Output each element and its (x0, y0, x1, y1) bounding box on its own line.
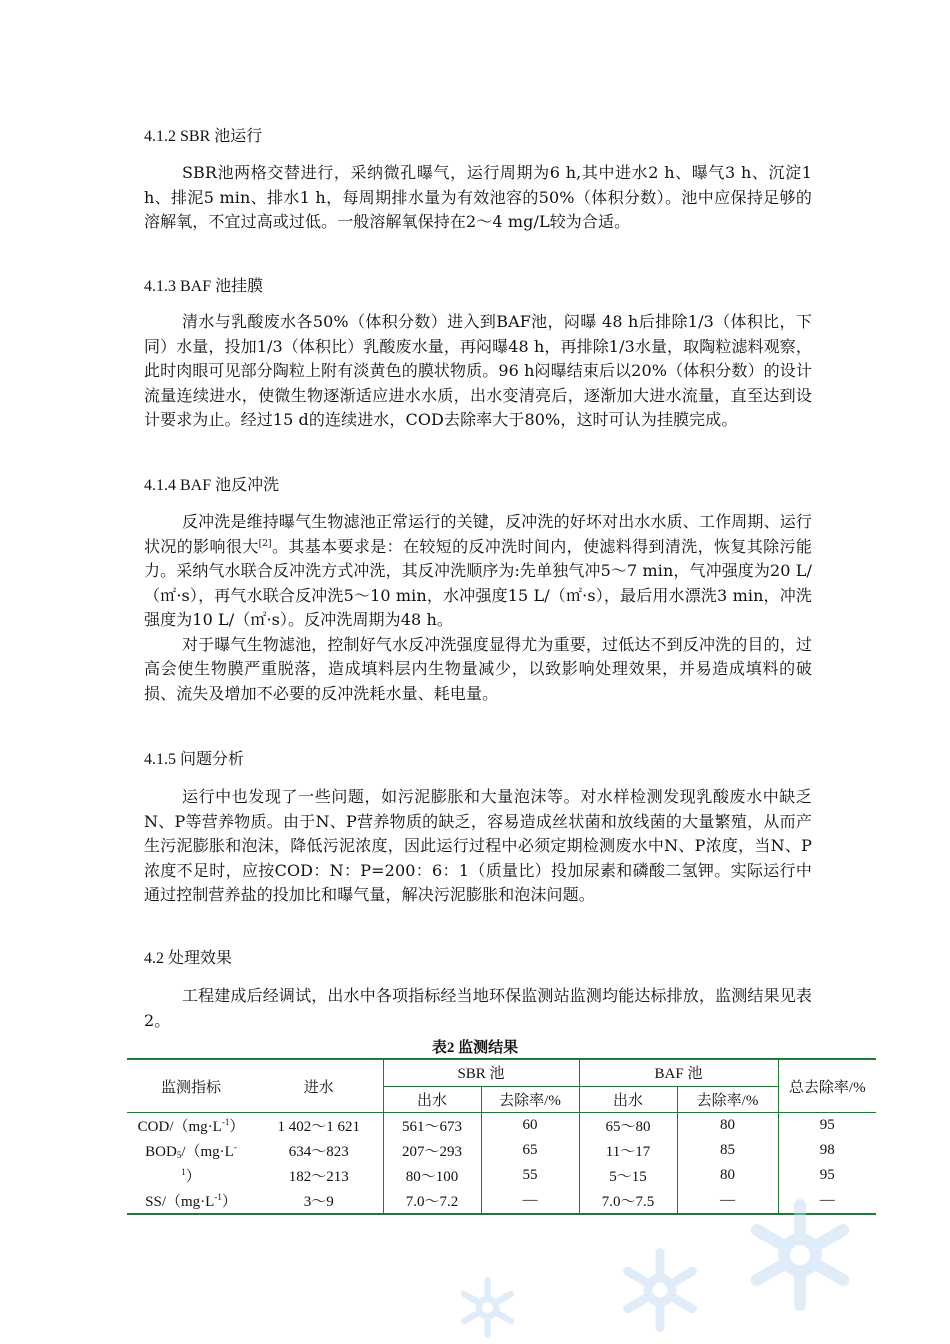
text-span: 。其基本要求是：在较短的反冲洗时间内，使滤料得到清洗，恢复其除污能力。采纳气水联合反冲洗方式冲洗，其反冲洗顺序为:先单独气冲5～7 min，气冲强度为20 L/（㎡·s），再气水联合反冲洗5～10 min，水冲强度15 L/（㎡·s），最后用水漂洗3 min，冲洗强度为10 L/（㎡·s）。反冲洗周期为48 h。 (144, 536, 812, 629)
paragraph-treatment-effect (144, 984, 812, 1033)
cell-sub: 5 (176, 1150, 182, 1160)
cell-sup: -1 (221, 1117, 230, 1127)
cell-text: BOD (145, 1144, 177, 1160)
cell-sbr-out: 207～293 (383, 1138, 481, 1163)
cell-sup: - (233, 1142, 237, 1152)
header-baf-effluent: 出水 (579, 1086, 677, 1113)
cell-text: ） (185, 1169, 201, 1185)
cell-indicator (127, 1163, 255, 1188)
paragraph-text: 运行中也发现了一些问题，如污泥膨胀和大量泡沫等。对水样检测发现乳酸废水中缺乏N、P等营养物质。由于N、P营养物质的缺乏，容易造成丝状菌和放线菌的大量繁殖，从而产生污泥膨胀和泡沫，降低污泥浓度，因此运行过程中必须定期检测废水中N、P浓度，当N、P浓度不足时，应按COD：N：P=200：6：1（质量比）投加尿素和磷酸二氢钾。实际运行中通过控制营养盐的投加比和曝气量，解决污泥膨胀和泡沫问题。 (144, 787, 812, 904)
cell-sup: 1 (181, 1167, 186, 1177)
cell-indicator (127, 1138, 255, 1163)
section-heading-4-1-3: 4.1.3 BAF 池挂膜 (144, 278, 264, 295)
cell-sbr-out: 80～100 (383, 1163, 481, 1188)
header-sbr-removal: 去除率/% (481, 1086, 579, 1113)
cell-text: SS/（mg·L (145, 1194, 215, 1210)
cell-sbr-rate: 60 (481, 1113, 579, 1139)
cell-total: 95 (819, 1167, 835, 1183)
cell-influent: 182～213 (255, 1163, 383, 1188)
cell-baf-rate: — (677, 1188, 778, 1214)
cell-baf-out: 5～15 (579, 1163, 677, 1188)
cell-text: ） (221, 1194, 237, 1210)
cell-indicator (127, 1113, 255, 1139)
cell-total: — (819, 1192, 835, 1208)
cell-sbr-rate: 55 (481, 1163, 579, 1188)
paragraph-text: SBR池两格交替进行，采纳微孔曝气，运行周期为6 h,其中进水2 h、曝气3 h、沉淀1 h、排泥5 min、排水1 h，每周期排水量为有效池容的50%（体积分数）。池中应保持足够的溶解氧，不宜过高或过低。一般溶解氧保持在2～4 mg/L较为合适。 (144, 163, 812, 231)
cell-sbr-out: 561～673 (383, 1113, 481, 1139)
table-row (127, 1113, 876, 1139)
paragraph-sbr-operation (144, 161, 812, 235)
cell-text: COD/（mg·L (137, 1119, 222, 1135)
cell-baf-out: 11～17 (579, 1138, 677, 1163)
snowflake-watermark-icon (615, 1245, 705, 1335)
paragraph-baf-film (144, 310, 812, 433)
cell-baf-rate: 80 (677, 1113, 778, 1139)
paragraph-text: 清水与乳酸废水各50%（体积分数）进入到BAF池，闷曝 48 h后排除1/3（体积比，下同）水量，投加1/3（体积比）乳酸废水量，再闷曝48 h，再排除1/3水量，取陶粒滤料观察，此时肉眼可见部分陶粒上附有淡黄色的膜状物质。96 h闷曝结束后以20%（体积分数）的设计流量连续进水，使微生物逐渐适应进水水质，出水变清亮后，逐渐加大进水流量，直至达到设计要求为止。经过15 d的连续进水，COD去除率大于80%，这时可认为挂膜完成。 (144, 312, 812, 429)
cell-indicator (127, 1188, 255, 1214)
paragraph-baf-backwash (144, 510, 812, 706)
text-span: 反冲洗是维持曝气生物滤池正常运行的关键，反冲洗的好坏对出水水质、工作周期、运行状况的影响很大 (144, 512, 812, 556)
cell-sbr-rate: — (481, 1188, 579, 1214)
table-row (127, 1138, 876, 1163)
section-heading-4-1-4: 4.1.4 BAF 池反冲洗 (144, 477, 280, 494)
cell-influent: 634～823 (255, 1138, 383, 1163)
section-heading-4-1-2: 4.1.2 SBR 池运行 (144, 128, 263, 145)
cell-baf-rate: 85 (677, 1138, 778, 1163)
cell-baf-rate: 80 (677, 1163, 778, 1188)
cell-sbr-out: 7.0～7.2 (383, 1188, 481, 1214)
snowflake-watermark-icon (740, 1195, 860, 1315)
header-total-removal: 总去除率/% (778, 1059, 876, 1113)
cell-text: ） (229, 1119, 245, 1135)
paragraph-text: 对于曝气生物滤池，控制好气水反冲洗强度显得尤为重要，过低达不到反冲洗的目的，过高会使生物膜严重脱落，造成填料层内生物量减少，以致影响处理效果，并易造成填料的破损、流失及增加不必要的反冲洗耗水量、耗电量。 (144, 634, 812, 703)
cell-total: 98 (819, 1142, 835, 1158)
citation-ref: [2] (258, 538, 272, 549)
header-indicator: 监测指标 (127, 1059, 255, 1113)
table-caption: 表2 监测结果 (431, 1040, 519, 1056)
cell-influent: 1 402～1 621 (255, 1113, 383, 1139)
section-heading-4-2: 4.2 处理效果 (144, 950, 233, 967)
cell-baf-out: 65～80 (579, 1113, 677, 1139)
header-sbr: SBR 池 (383, 1059, 579, 1086)
paragraph-text: 工程建成后经调试，出水中各项指标经当地环保监测站监测均能达标排放，监测结果见表2。 (144, 986, 812, 1030)
cell-influent: 3～9 (255, 1188, 383, 1214)
section-heading-4-1-5: 4.1.5 问题分析 (144, 751, 245, 768)
results-table (127, 1058, 876, 1215)
cell-total: 95 (819, 1117, 835, 1133)
cell-sbr-rate: 65 (481, 1138, 579, 1163)
table-row (127, 1163, 876, 1188)
header-baf: BAF 池 (579, 1059, 778, 1086)
cell-baf-out: 7.0～7.5 (579, 1188, 677, 1214)
header-influent: 进水 (255, 1059, 383, 1113)
cell-sup: -1 (214, 1192, 222, 1202)
cell-text: /（mg·L (181, 1144, 234, 1160)
header-baf-removal: 去除率/% (677, 1086, 778, 1113)
header-sbr-effluent: 出水 (383, 1086, 481, 1113)
paragraph-problem-analysis (144, 785, 812, 908)
paragraph-text (144, 510, 812, 633)
snowflake-watermark-icon (455, 1275, 520, 1340)
